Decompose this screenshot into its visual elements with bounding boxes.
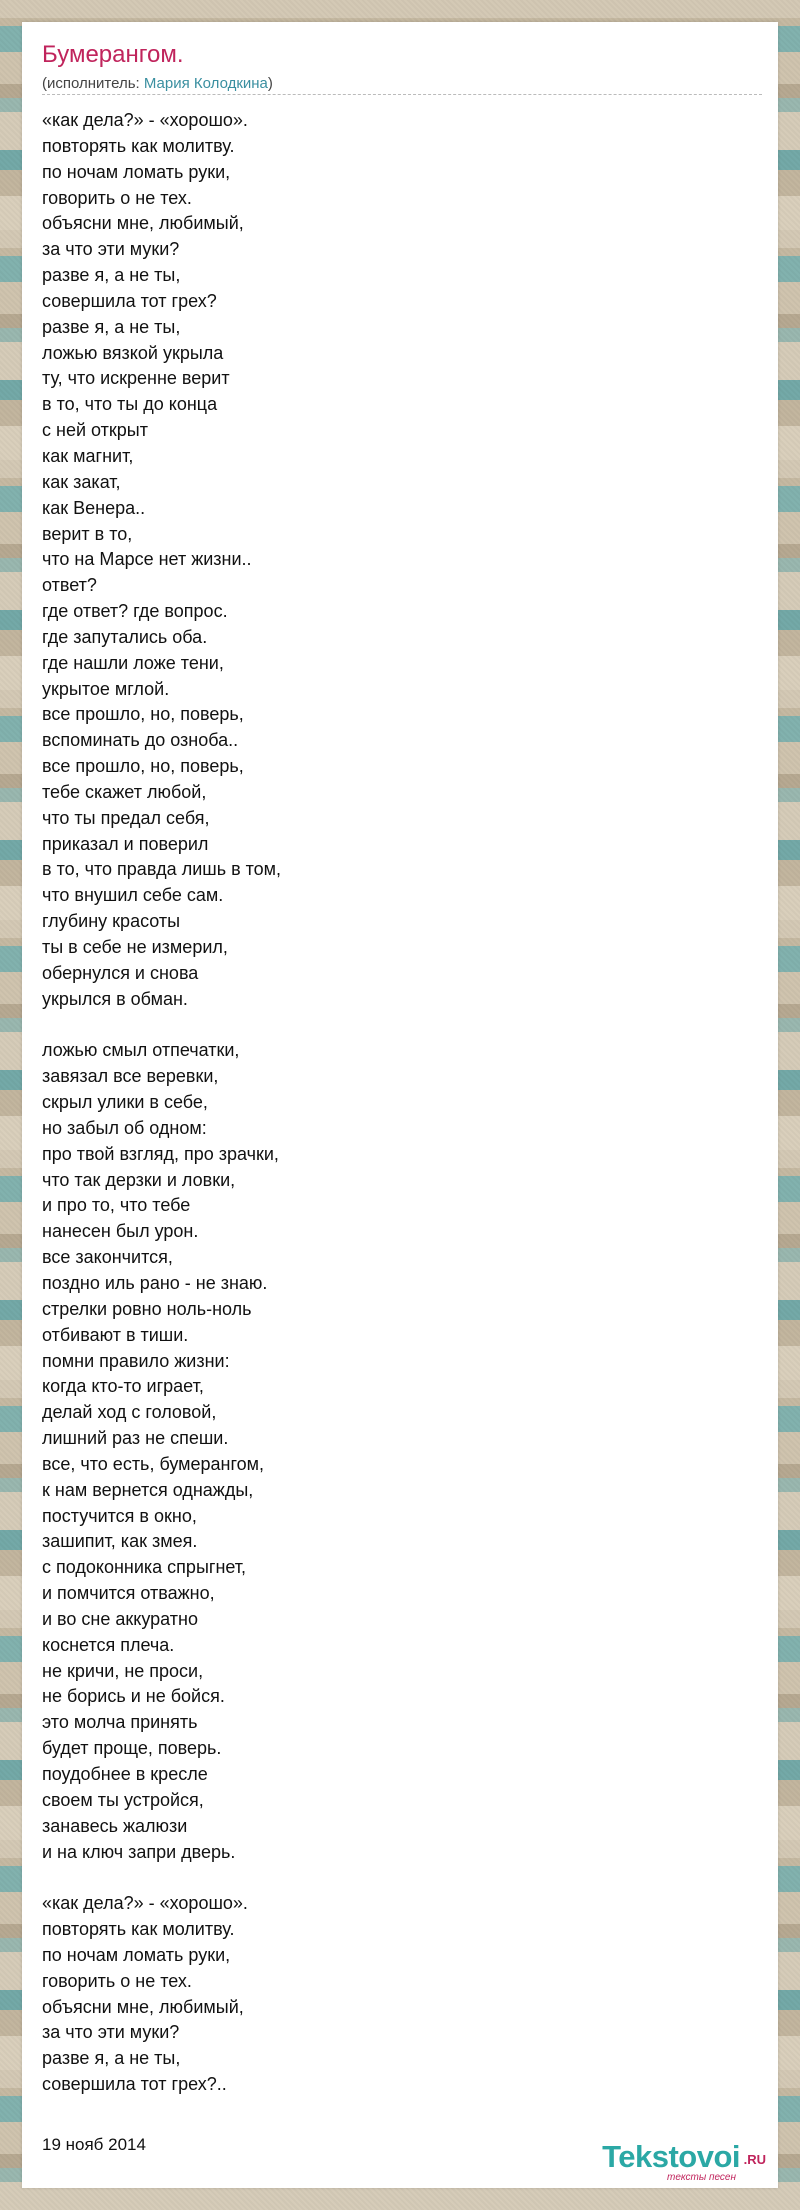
lyric-line: как магнит, [42, 445, 134, 466]
lyric-line: когда кто-то играет, [42, 1376, 204, 1397]
lyric-line: вспоминать до озноба.. [42, 730, 239, 751]
artist-link[interactable]: Мария Колодкина [143, 75, 268, 92]
lyric-line: все, что есть, бумерангом, [42, 1453, 265, 1474]
lyric-line: коснется плеча. [42, 1634, 175, 1655]
lyric-line: в то, что правда лишь в том, [42, 859, 282, 880]
lyric-line: по ночам ломать руки, [42, 1944, 231, 1965]
lyric-line: говорить о не тех. [42, 1970, 192, 1991]
lyric-line: ложью смыл отпечатки, [42, 1040, 240, 1061]
lyric-line: ту, что искренне верит [42, 368, 230, 389]
lyric-line: что внушил себе сам. [42, 885, 224, 906]
lyric-line: делай ход с головой, [42, 1402, 217, 1423]
logo-name: Tekstovoi [602, 2139, 740, 2174]
lyrics-card [22, 22, 778, 2188]
lyric-line: разве я, а не ты, [42, 2048, 181, 2069]
lyric-line: где ответ? где вопрос. [42, 601, 228, 622]
lyric-line: по ночам ломать руки, [42, 161, 231, 182]
lyric-line: отбивают в тиши. [42, 1324, 189, 1345]
stanza-2 [42, 1038, 742, 1865]
lyric-line: все прошло, но, поверь, [42, 704, 244, 725]
lyric-line: где запутались оба. [42, 626, 208, 647]
lyric-line: что ты предал себя, [42, 807, 210, 828]
lyric-line: все закончится, [42, 1247, 173, 1268]
lyric-line: объясни мне, любимый, [42, 1996, 244, 2017]
header-divider [42, 94, 762, 95]
logo-tld: .RU [743, 2152, 766, 2167]
lyric-line: постучится в окно, [42, 1505, 197, 1526]
lyric-line: приказал и поверил [42, 833, 209, 854]
lyric-line: как закат, [42, 471, 121, 492]
lyric-line: глубину красоты [42, 911, 181, 932]
lyric-line: ты в себе не измерил, [42, 937, 228, 957]
stanza-3 [42, 1891, 742, 2098]
lyric-line: совершила тот грех?.. [42, 2074, 227, 2095]
song-title: Бумерангом. [42, 41, 184, 68]
lyric-line: верит в то, [42, 523, 133, 544]
lyric-line: что на Марсе нет жизни.. [42, 549, 252, 570]
lyric-line: это молча принять [42, 1712, 198, 1733]
lyric-line: за что эти муки? [42, 239, 180, 260]
lyric-line: и на ключ запри дверь. [42, 1841, 236, 1862]
lyric-line: скрыл улики в себе, [42, 1092, 208, 1113]
lyric-line: помни правило жизни: [42, 1350, 230, 1371]
site-logo[interactable] [570, 2140, 770, 2184]
lyric-line: занавесь жалюзи [42, 1815, 188, 1836]
lyric-line: зашипит, как змея. [42, 1531, 198, 1552]
lyrics-body [42, 108, 742, 2124]
lyric-line: «как дела?» - «хорошо». [42, 1893, 248, 1914]
lyric-line: ответ? [42, 575, 97, 596]
lyric-line: где нашли ложе тени, [42, 652, 224, 673]
lyric-line: но забыл об одном: [42, 1117, 207, 1138]
publish-date: 19 нояб 2014 [42, 2135, 146, 2154]
lyric-line: все прошло, но, поверь, [42, 756, 244, 777]
lyric-line: и про то, что тебе [42, 1195, 191, 1216]
lyric-line: про твой взгляд, про зрачки, [42, 1143, 279, 1164]
lyric-line: ложью вязкой укрыла [42, 342, 224, 363]
lyric-line: совершила тот грех? [42, 290, 217, 311]
lyric-line: разве я, а не ты, [42, 265, 181, 286]
lyric-line: объясни мне, любимый, [42, 213, 244, 234]
lyric-line: лишний раз не спеши. [42, 1428, 229, 1449]
lyric-line: с подоконника спрыгнет, [42, 1557, 247, 1578]
lyric-line: не кричи, не проси, [42, 1660, 204, 1681]
lyric-line: повторять как молитву. [42, 1919, 235, 1940]
lyric-line: «как дела?» - «хорошо». [42, 110, 248, 130]
lyric-line: укрылся в обман. [42, 988, 188, 1009]
lyric-line: поздно иль рано - не знаю. [42, 1272, 268, 1293]
lyric-line: повторять как молитву. [42, 135, 235, 156]
performer-prefix: (исполнитель: [42, 75, 144, 92]
lyric-line: разве я, а не ты, [42, 316, 181, 337]
lyric-line: будет проще, поверь. [42, 1738, 222, 1759]
lyric-line: к нам вернется однажды, [42, 1479, 254, 1500]
lyric-line: укрытое мглой. [42, 678, 170, 699]
lyric-line: тебе скажет любой, [42, 781, 207, 802]
lyric-line: стрелки ровно ноль-ноль [42, 1298, 252, 1319]
performer-line [42, 74, 273, 94]
lyric-line: поудобнее в кресле [42, 1764, 208, 1784]
lyric-line: и помчится отважно, [42, 1583, 215, 1604]
lyric-line: своем ты устройся, [42, 1789, 204, 1810]
lyric-line: говорить о не тех. [42, 187, 192, 208]
lyric-line: в то, что ты до конца [42, 394, 218, 415]
performer-suffix: ) [267, 75, 273, 92]
lyric-line: что так дерзки и ловки, [42, 1169, 236, 1190]
lyric-line: и во сне аккуратно [42, 1608, 198, 1629]
lyric-line: с ней открыт [42, 420, 148, 441]
lyric-line: нанесен был урон. [42, 1221, 199, 1242]
stanza-1 [42, 108, 742, 1013]
lyric-line: завязал все веревки, [42, 1066, 219, 1087]
lyric-line: как Венера.. [42, 497, 146, 518]
lyric-line: не борись и не бойся. [42, 1686, 225, 1707]
lyric-line: за что эти муки? [42, 2022, 180, 2043]
lyric-line: обернулся и снова [42, 962, 199, 983]
logo-tagline: тексты песен [667, 2172, 736, 2183]
